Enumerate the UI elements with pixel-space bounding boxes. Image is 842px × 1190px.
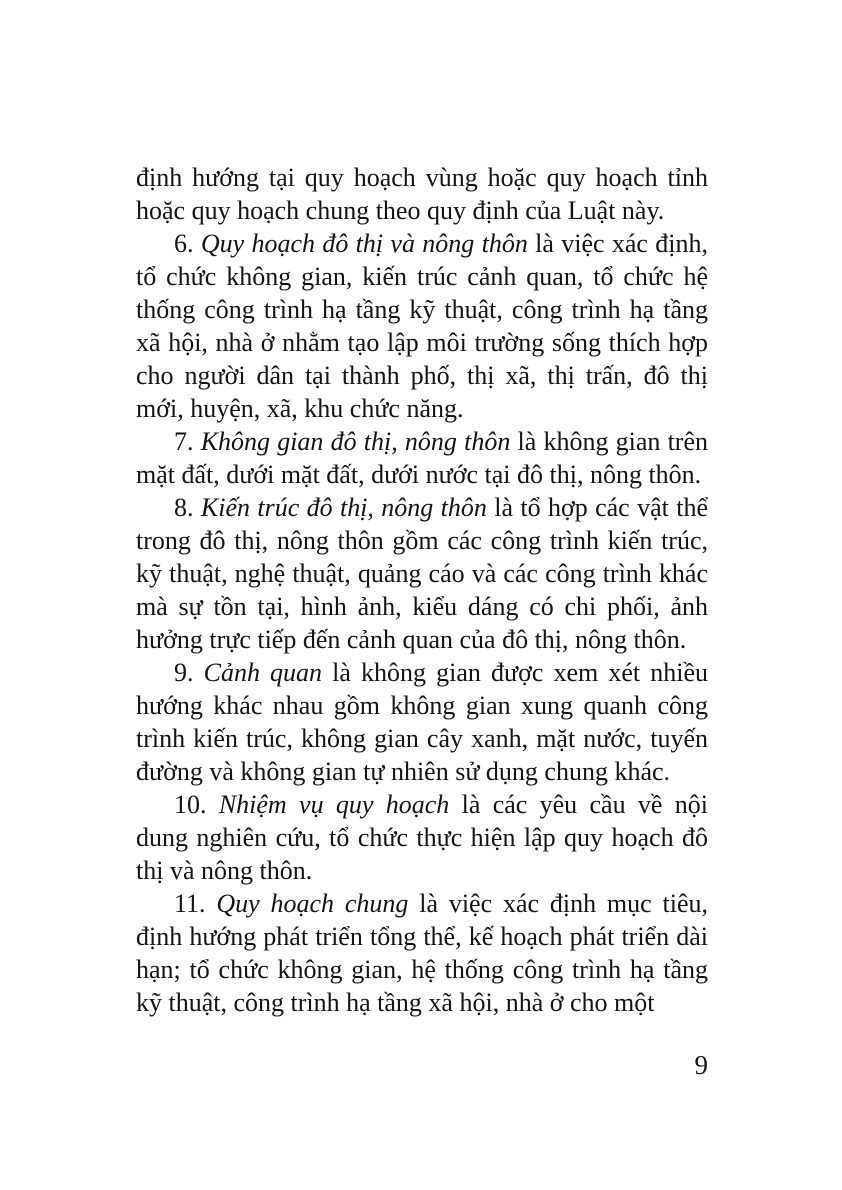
text-run: 7. xyxy=(174,427,201,456)
text-run: là việc xác định, tổ chức không gian, kiến trúc cảnh quan, tổ chức hệ thống công trình hạ tầng kỹ thuật, công trình hạ tầng xã hội, nhà ở nhằm tạo lập môi trường sống thích hợp cho người dân tại thành phố, thị xã, thị trấn, đô thị mới, huyện, xã, khu chức năng. xyxy=(136,229,709,423)
text-run: 6. xyxy=(174,229,201,258)
defined-term: Quy hoạch chung xyxy=(216,889,409,918)
paragraph xyxy=(136,656,708,788)
defined-term: Kiến trúc đô thị, nông thôn xyxy=(200,493,487,522)
text-run: là các yêu cầu về nội dung nghiên cứu, tổ chức thực hiện lập quy hoạch đô thị và nông thôn. xyxy=(136,790,708,885)
paragraph xyxy=(136,887,708,1019)
text-run: 9. xyxy=(174,658,204,687)
page-number: 9 xyxy=(694,1050,708,1080)
text-run: 11. xyxy=(174,889,217,918)
text-run: định hướng tại quy hoạch vùng hoặc quy hoạch tỉnh hoặc quy hoạch chung theo quy định của Luật này. xyxy=(136,163,708,225)
defined-term: Nhiệm vụ quy hoạch xyxy=(218,790,450,819)
paragraph xyxy=(136,425,708,491)
paragraph xyxy=(136,227,708,425)
text-run: là không gian trên mặt đất, dưới mặt đất, dưới nước tại đô thị, nông thôn. xyxy=(136,427,708,489)
defined-term: Cảnh quan xyxy=(203,658,323,687)
paragraph xyxy=(136,161,708,227)
paragraph xyxy=(136,491,708,656)
page-text xyxy=(136,161,708,1019)
text-run: là không gian được xem xét nhiều hướng khác nhau gồm không gian xung quanh công trình kiến trúc, không gian cây xanh, mặt nước, tuyến đường và không gian tự nhiên sử dụng chung khác. xyxy=(136,658,709,786)
defined-term: Không gian đô thị, nông thôn xyxy=(200,427,511,456)
text-run: là việc xác định mục tiêu, định hướng phát triển tổng thể, kế hoạch phát triển dài hạn; tổ chức không gian, hệ thống công trình hạ tầng kỹ thuật, công trình hạ tầng xã hội, nhà ở cho một xyxy=(136,889,708,1017)
text-run: 10. xyxy=(174,790,219,819)
text-run: là tổ hợp các vật thể trong đô thị, nông thôn gồm các công trình kiến trúc, kỹ thuật, nghệ thuật, quảng cáo và các công trình khác mà sự tồn tại, hình ảnh, kiểu dáng có chi phối, ảnh hưởng trực tiếp đến cảnh quan của đô thị, nông thôn. xyxy=(136,493,708,654)
paragraph xyxy=(136,788,708,887)
defined-term: Quy hoạch đô thị và nông thôn xyxy=(200,229,528,258)
text-run: 8. xyxy=(174,493,201,522)
